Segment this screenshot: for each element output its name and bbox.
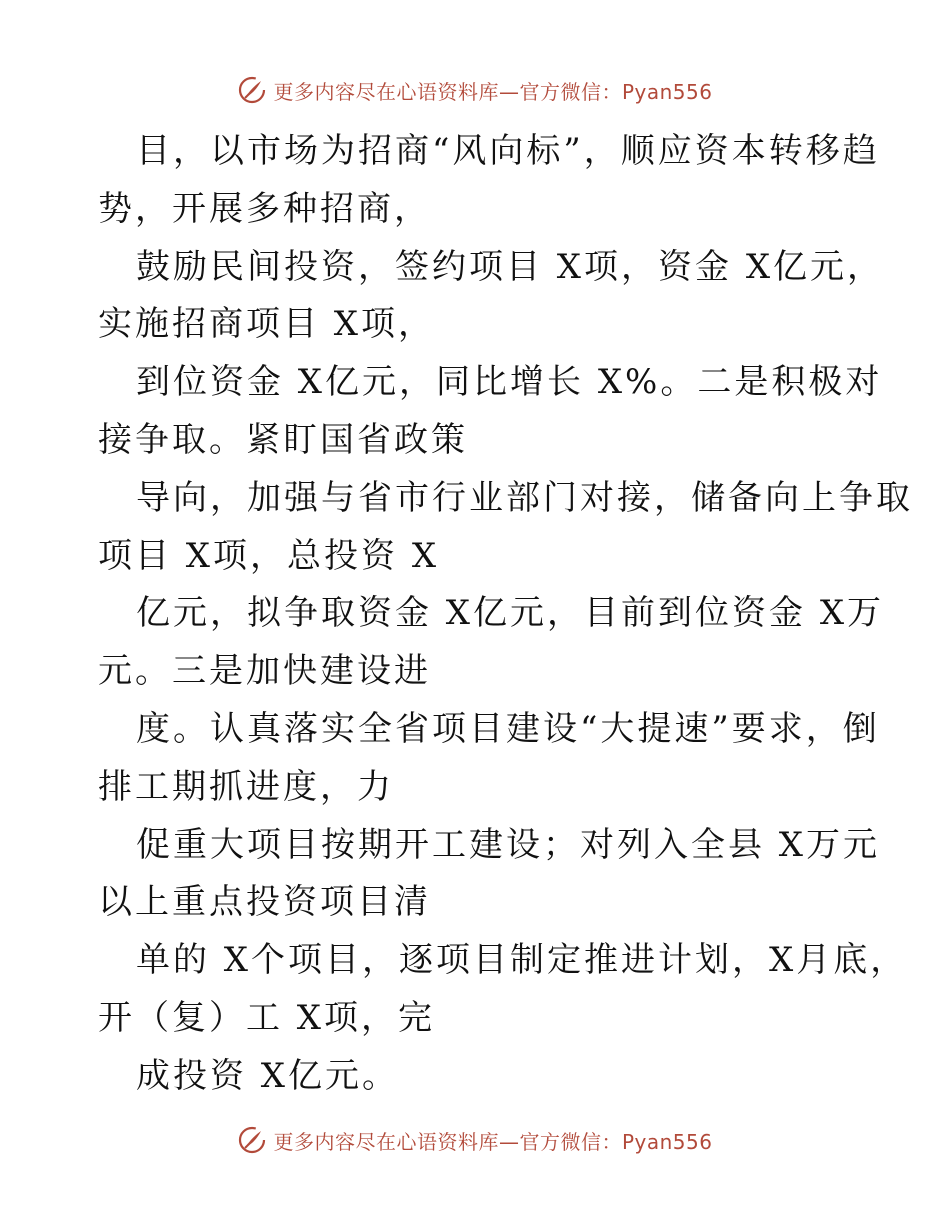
body-line: 度。认真落实全省项目建设“大提速”要求，倒: [136, 708, 880, 749]
quill-pen-logo-icon: [237, 75, 267, 105]
header-watermark-text: 更多内容尽在心语资料库—官方微信：Pyan556: [273, 79, 713, 104]
body-line: 接争取。紧盯国省政策: [98, 419, 468, 460]
body-line: 目，以市场为招商“风向标”，顺应资本转移趋: [136, 131, 880, 171]
header-watermark-banner: [0, 70, 950, 110]
body-line: 成投资 X亿元。: [136, 1055, 400, 1096]
document-body: [98, 123, 913, 1106]
body-line: 单的 X个项目，逐项目制定推进计划，X月底，: [136, 940, 908, 981]
body-line: 元。三是加快建设进: [98, 651, 431, 692]
body-line: 排工期抓进度，力: [98, 766, 394, 807]
body-line: 亿元，拟争取资金 X亿元，目前到位资金 X万: [136, 593, 885, 634]
body-line: 鼓励民间投资，签约项目 X项，资金 X亿元，: [136, 246, 885, 287]
body-line: 开（复）工 X项，完: [98, 997, 436, 1038]
footer-watermark-text: 更多内容尽在心语资料库—官方微信：Pyan556: [273, 1129, 713, 1154]
body-line: 势，开展多种招商，: [98, 188, 431, 229]
body-line: 实施招商项目 X项，: [98, 304, 436, 345]
body-line: 促重大项目按期开工建设；对列入全县 X万元: [136, 824, 881, 865]
footer-watermark-banner: [0, 1120, 950, 1160]
quill-pen-logo-icon: [237, 1125, 267, 1155]
body-line: 到位资金 X亿元，同比增长 X%。二是积极对: [136, 362, 883, 403]
body-line: 项目 X项，总投资 X: [98, 535, 440, 576]
body-line: 以上重点投资项目清: [98, 882, 431, 923]
body-line: 导向，加强与省市行业部门对接，储备向上争取: [136, 477, 913, 518]
